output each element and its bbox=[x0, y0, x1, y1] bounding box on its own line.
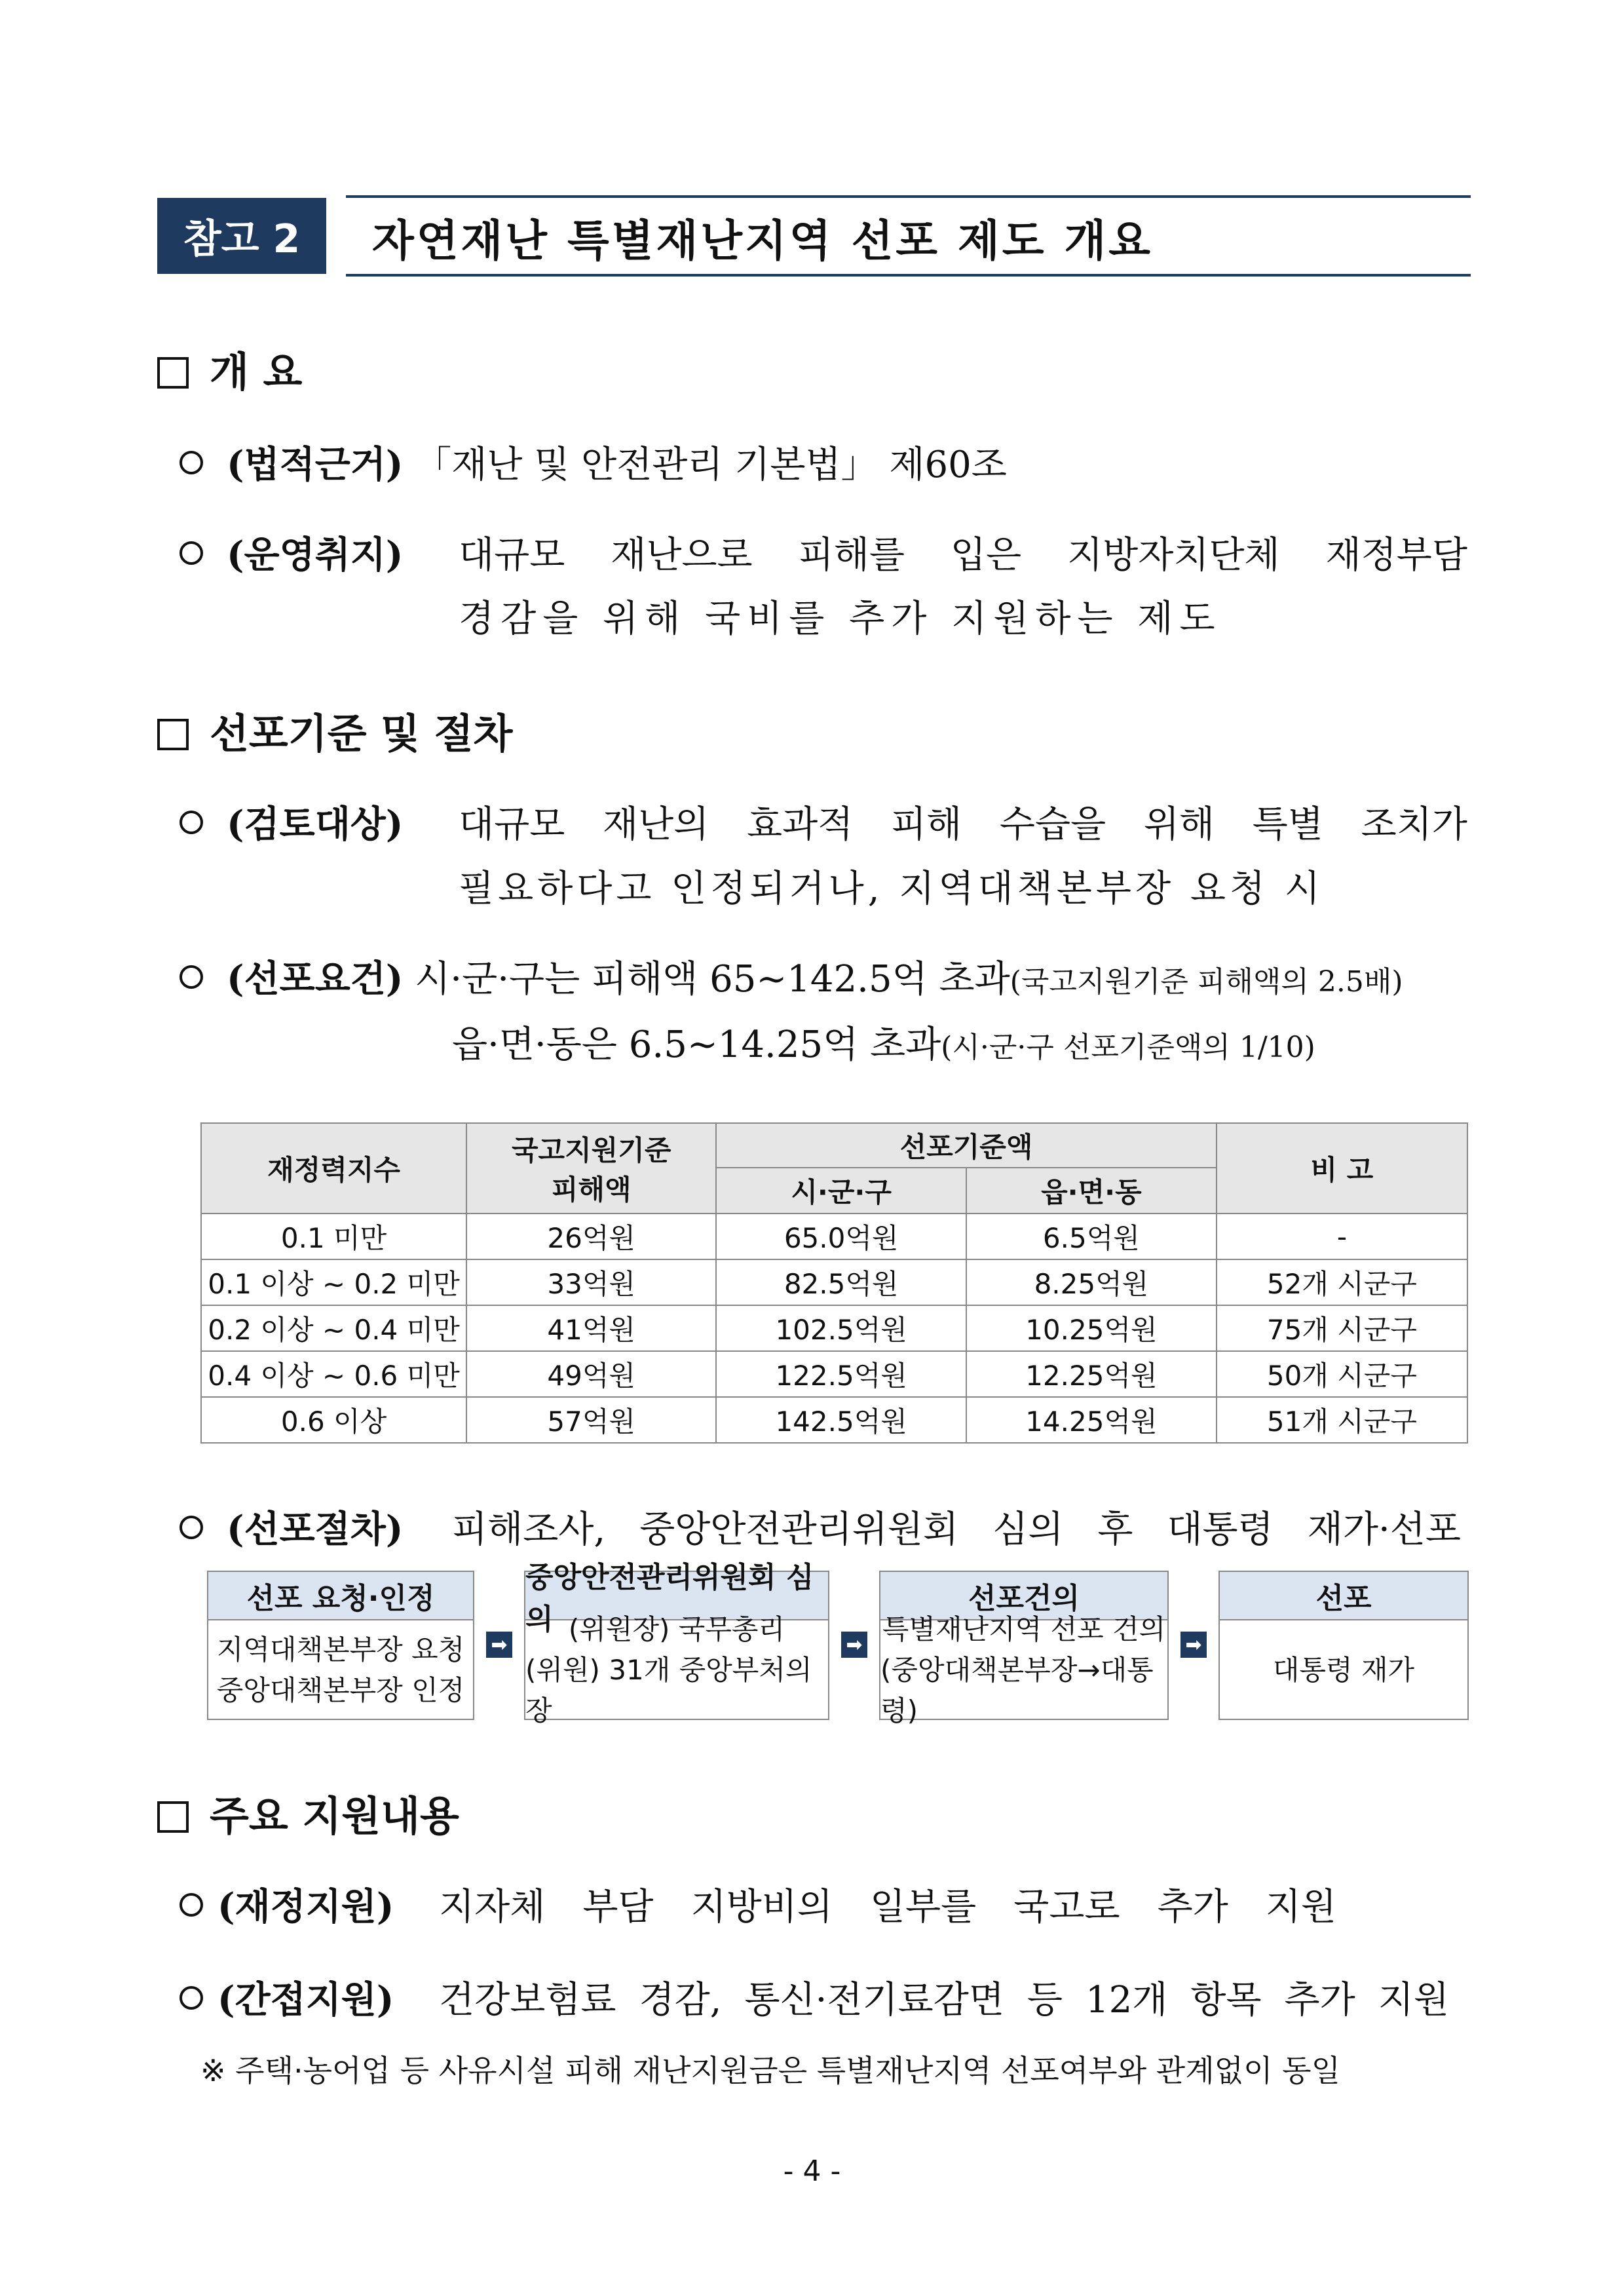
purpose-line-1: 대규모 재난으로 피해를 입은 지방자치단체 재정부담 bbox=[459, 534, 1467, 577]
table-row: 0.2 이상 ~ 0.4 미만 41억원 102.5억원 10.25억원 75개 시군구 bbox=[201, 1305, 1467, 1351]
requirement-line-1-note: (국고지원기준 피해액의 2.5배) bbox=[1010, 965, 1403, 999]
arrow-right-icon: ➡ bbox=[486, 1632, 512, 1658]
col-remarks: 비 고 bbox=[1217, 1123, 1467, 1214]
table-row: 0.1 미만 26억원 65.0억원 6.5억원 - bbox=[201, 1214, 1467, 1259]
support-note: ※ 주택·농어업 등 사유시설 피해 재난지원금은 특별재난지역 선포여부와 관계없이 동일 bbox=[200, 2053, 1341, 2088]
header-top-rule bbox=[346, 195, 1471, 198]
item-purpose-label: (운영취지) bbox=[179, 526, 403, 579]
requirement-line-2: 읍·면·동은 6.5~14.25억 초과 bbox=[452, 1024, 941, 1066]
page-title: 자연재난 특별재난지역 선포 제도 개요 bbox=[372, 216, 1154, 266]
review-line-2: 필요하다고 인정되거나, 지역대책본부장 요청 시 bbox=[459, 868, 1324, 910]
indirect-text: 건강보험료 경감, 통신·전기료감면 등 12개 항목 추가 지원 bbox=[439, 1979, 1449, 2021]
circle-bullet-icon bbox=[179, 541, 203, 565]
item-legal-basis bbox=[179, 436, 1007, 488]
item-review-label: (검토대상) bbox=[179, 795, 403, 848]
requirement-line-2-note: (시·군·구 선포기준액의 1/10) bbox=[941, 1031, 1315, 1064]
arrow-right-icon: ➡ bbox=[1180, 1632, 1207, 1658]
requirement-line-2-wrap bbox=[452, 1016, 1315, 1068]
col-subsidy: 국고지원기준 피해액 bbox=[466, 1123, 716, 1214]
circle-bullet-icon bbox=[179, 1893, 203, 1917]
procedure-text: 피해조사, 중앙안전관리위원회 심의 후 대통령 재가·선포 bbox=[452, 1508, 1461, 1551]
circle-bullet-icon bbox=[179, 1986, 203, 2010]
square-bullet-icon bbox=[157, 1801, 189, 1833]
purpose-line-2: 경감을 위해 국비를 추가 지원하는 제도 bbox=[459, 598, 1222, 640]
flow-step-recommendation: 선포건의 특별재난지역 선포 건의 (중앙대책본부장→대통령) bbox=[879, 1571, 1169, 1720]
item-indirect-label: (간접지원) bbox=[179, 1971, 394, 2023]
criteria-table bbox=[200, 1122, 1468, 1444]
square-bullet-icon bbox=[157, 719, 189, 750]
circle-bullet-icon bbox=[179, 811, 203, 834]
reference-label: 참고 2 bbox=[157, 198, 326, 274]
item-requirement: (선포요건) 시·군·구는 피해액 65~142.5억 초과(국고지원기준 피해액의 2.5배) bbox=[179, 950, 1403, 1003]
section-criteria: 선포기준 및 절차 bbox=[157, 701, 512, 759]
circle-bullet-icon bbox=[179, 451, 203, 474]
arrow-right-icon: ➡ bbox=[841, 1632, 867, 1658]
circle-bullet-icon bbox=[179, 965, 203, 989]
page-number: - 4 - bbox=[783, 2154, 841, 2188]
table-row: 0.1 이상 ~ 0.2 미만 33억원 82.5억원 8.25억원 52개 시군구 bbox=[201, 1259, 1467, 1305]
section-support: 주요 지원내용 bbox=[157, 1784, 459, 1842]
table-row: 0.4 이상 ~ 0.6 미만 49억원 122.5억원 12.25억원 50개 시군구 bbox=[201, 1351, 1467, 1397]
square-bullet-icon bbox=[157, 357, 189, 389]
item-procedure-label: (선포절차) bbox=[179, 1501, 403, 1553]
header-bottom-rule bbox=[346, 274, 1471, 277]
flow-step-committee: 중앙안전관리위원회 심의 (위원장) 국무총리 (위원) 31개 중앙부처의 장 bbox=[524, 1571, 829, 1720]
fiscal-text: 지자체 부담 지방비의 일부를 국고로 추가 지원 bbox=[439, 1886, 1336, 1928]
table-row: 0.6 이상 57억원 142.5억원 14.25억원 51개 시군구 bbox=[201, 1397, 1467, 1443]
section-overview: 개 요 bbox=[157, 339, 302, 398]
col-threshold: 선포기준액 bbox=[716, 1123, 1217, 1168]
review-line-1: 대규모 재난의 효과적 피해 수습을 위해 특별 조치가 bbox=[459, 803, 1467, 846]
item-fiscal-label: (재정지원) bbox=[179, 1878, 394, 1930]
legal-basis-text: 「재난 및 안전관리 기본법」 제60조 bbox=[415, 444, 1007, 486]
col-sigungu: 시·군·구 bbox=[716, 1168, 966, 1214]
legal-basis-label: (법적근거) bbox=[227, 443, 404, 486]
flow-step-declaration: 선포 대통령 재가 bbox=[1218, 1571, 1469, 1720]
circle-bullet-icon bbox=[179, 1516, 203, 1539]
requirement-line-1: 시·군·구는 피해액 65~142.5억 초과 bbox=[415, 958, 1010, 1001]
col-eupmyeondong: 읍·면·동 bbox=[966, 1168, 1217, 1214]
col-fiscal-index: 재정력지수 bbox=[201, 1123, 466, 1214]
flow-step-request: 선포 요청·인정 지역대책본부장 요청 중앙대책본부장 인정 bbox=[207, 1571, 474, 1720]
